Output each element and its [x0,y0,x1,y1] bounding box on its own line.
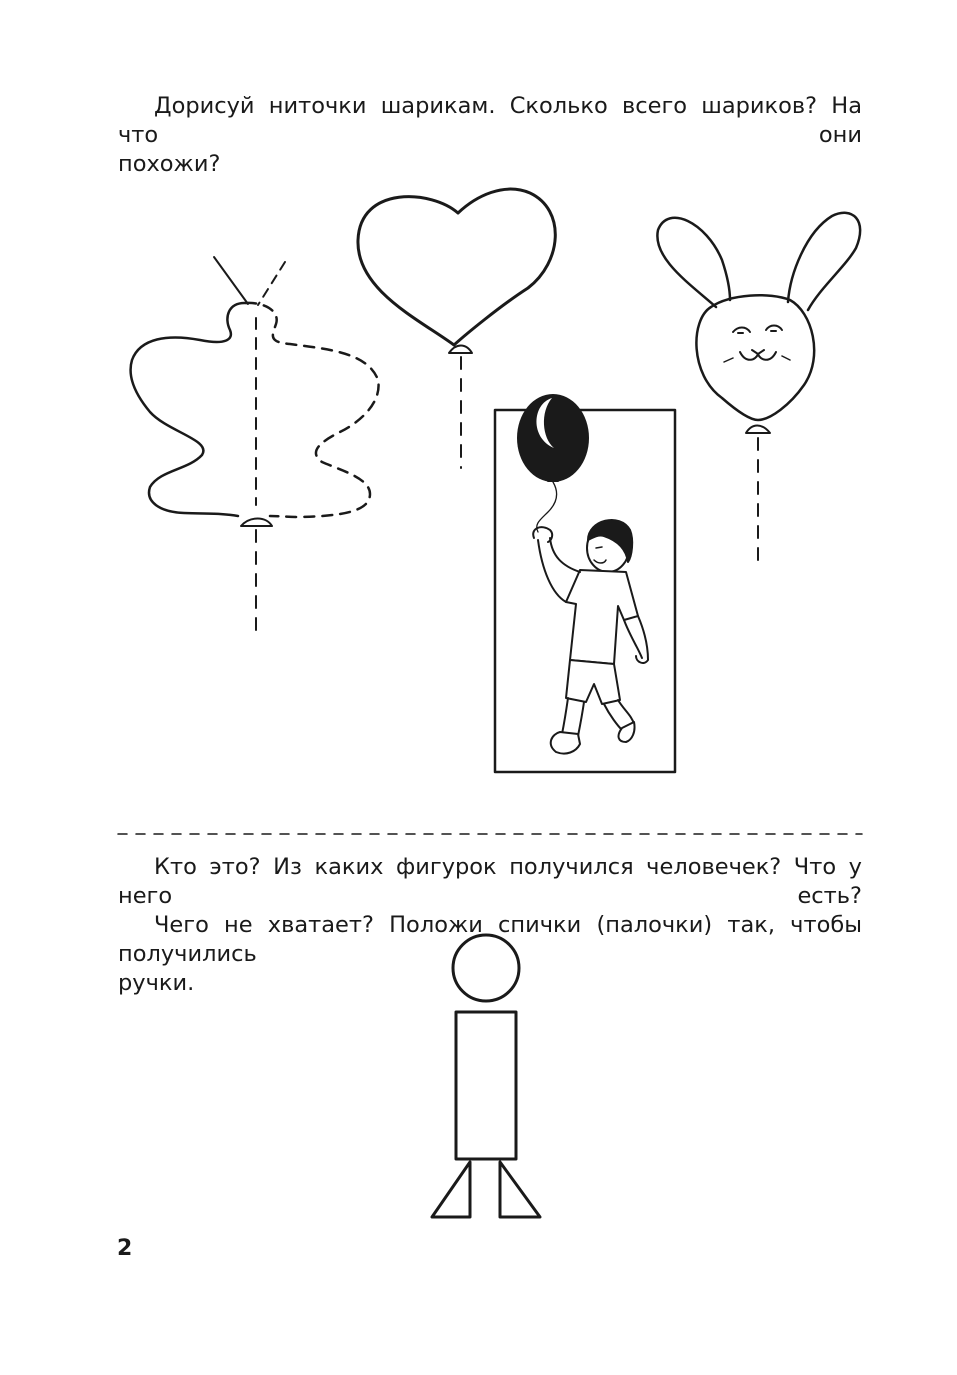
butterfly-balloon-dashed-outline [246,303,379,517]
bunny-mouth [740,352,776,360]
butterfly-antenna-left [214,257,248,304]
heart-balloon-knot [449,346,472,354]
balloon-string [537,482,557,532]
bunny-balloon-right-ear [788,213,860,310]
task-2-text [118,853,862,998]
heart-balloon-outline [358,189,555,345]
butterfly-antenna-right [258,262,285,305]
boy-other-arm [624,616,648,663]
dark-balloon [517,394,589,482]
butterfly-balloon [131,257,379,636]
task-1-line-2: похожи? [118,151,221,177]
boy-shirt [566,570,638,664]
butterfly-balloon-knot [241,519,272,527]
bunny-left-eye [733,328,750,334]
figure-left-leg-triangle [432,1162,470,1217]
figure-right-leg-triangle [500,1162,540,1217]
boy-with-balloon-picture [495,394,675,772]
task-1-line-1: Дорисуй ниточки шарикам. Сколько всего шариков? На что они [118,93,862,148]
figure-body-rectangle [456,1012,516,1159]
bunny-right-eye [766,326,782,332]
bunny-balloon-knot [746,426,770,434]
boy-left-shoe [551,732,580,754]
page-number: 2 [117,1236,133,1261]
boy-right-shoe [619,722,635,742]
task-2-line-2: Чего не хватает? Положи спички (палочки) так, чтобы получились [118,912,862,967]
task-2-line-1: Кто это? Из каких фигурок получился человечек? Что у него есть? [118,854,862,909]
bunny-balloon-left-ear [657,218,730,307]
bunny-balloon [657,213,860,562]
boy-shorts [566,660,620,704]
butterfly-balloon-solid-outline [131,303,246,516]
task-2-line-3: ручки. [118,970,195,996]
